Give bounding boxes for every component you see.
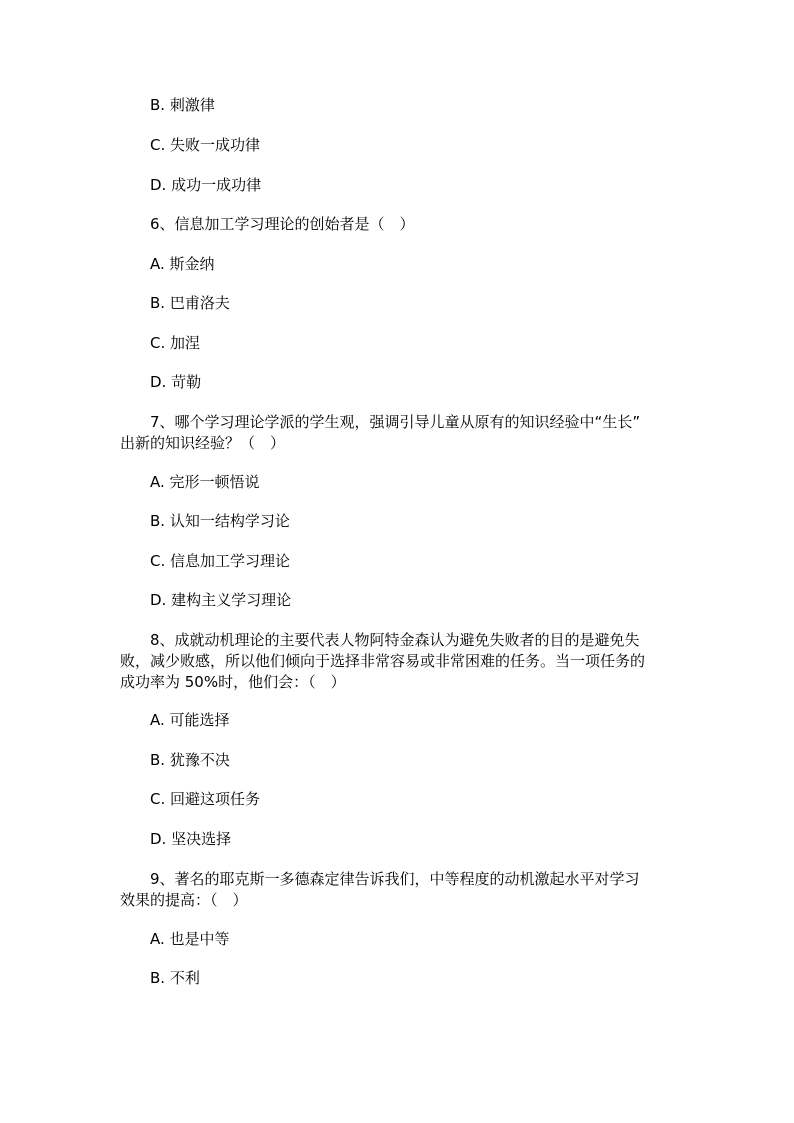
- option-line: B. 刺激律: [150, 96, 215, 114]
- option-line: C. 加涅: [150, 334, 201, 352]
- option-line: D. 坚决选择: [150, 830, 232, 848]
- option-line: B. 认知一结构学习论: [150, 512, 290, 530]
- option-line: A. 斯金纳: [150, 255, 215, 273]
- option-line: C. 回避这项任务: [150, 790, 261, 808]
- question-line: 成功率为 50%时，他们会：（ ）: [120, 673, 346, 691]
- question-line: 败，减少败感，所以他们倾向于选择非常容易或非常困难的任务。当一项任务的: [120, 652, 646, 670]
- question-line: 8、成就动机理论的主要代表人物阿特金森认为避免失败者的目的是避免失: [150, 631, 640, 649]
- option-line: A. 可能选择: [150, 711, 230, 729]
- option-line: B. 不利: [150, 969, 200, 987]
- option-line: B. 巴甫洛夫: [150, 294, 230, 312]
- question-line: 出新的知识经验？（ ）: [120, 434, 286, 452]
- option-line: D. 建构主义学习理论: [150, 591, 292, 609]
- option-line: D. 成功一成功律: [150, 176, 262, 194]
- question-line: 6、信息加工学习理论的创始者是（ ）: [150, 215, 415, 233]
- option-line: C. 失败一成功律: [150, 136, 261, 154]
- question-line: 7、哪个学习理论学派的学生观，强调引导儿童从原有的知识经验中“生长”: [150, 413, 641, 431]
- option-line: A. 也是中等: [150, 930, 230, 948]
- option-line: D. 苛勒: [150, 373, 202, 391]
- option-line: B. 犹豫不决: [150, 751, 230, 769]
- question-line: 9、著名的耶克斯一多德森定律告诉我们，中等程度的动机激起水平对学习: [150, 870, 640, 888]
- option-line: A. 完形一顿悟说: [150, 473, 260, 491]
- option-line: C. 信息加工学习理论: [150, 552, 291, 570]
- question-line: 效果的提高：（ ）: [120, 891, 248, 909]
